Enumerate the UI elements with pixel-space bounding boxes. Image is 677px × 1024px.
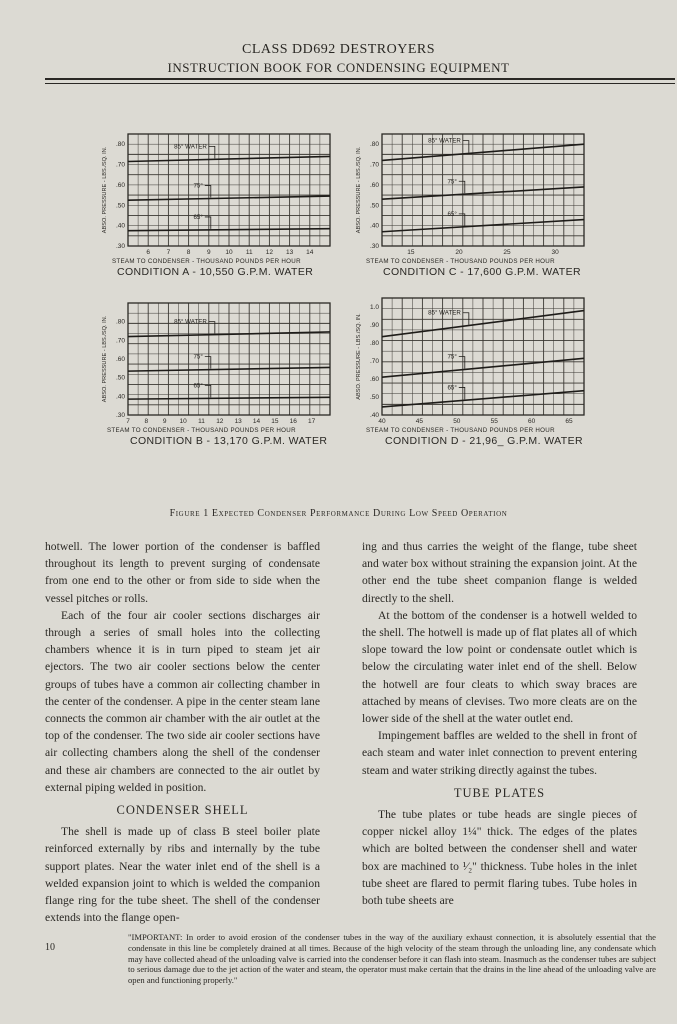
x-tick-label: 25 <box>503 249 511 256</box>
y-tick-label: .70 <box>369 358 379 365</box>
y-tick-label: .80 <box>115 318 125 326</box>
header-line-1: CLASS DD692 DESTROYERS <box>241 42 436 57</box>
y-tick-label: .70 <box>115 337 125 345</box>
left-paragraph-3: The shell is made up of class B steel boiler plate reinforced externally by ribs and internally by the tube support plates. Near the water inlet end of the shell is a welded expansion joint to which is welded the companion flange ring for the tube sheet. The shell of the condenser extends into the flange open- <box>45 825 320 925</box>
x-tick-label: 12 <box>265 249 274 256</box>
series-label: 65° <box>193 382 203 390</box>
header-rule-thin <box>45 83 675 84</box>
right-paragraph-2: At the bottom of the condenser is a hotwell welded to the shell. The hotwell is made up of flat plates all of which slope toward the low point or condensate outlet which is below the circulating water inlet end of the shell. Below the hotwell are four cleats to which sway braces are attached by means of clevises. Two more cleats are on the lower side of the shell at the water outlet end. <box>362 608 637 726</box>
y-tick-label: 1.0 <box>369 304 379 311</box>
y-tick-label: .90 <box>369 322 379 329</box>
x-tick-label: 8 <box>186 249 191 256</box>
left-paragraph-1: hotwell. The lower portion of the condenser is baffled throughout its length to prevent surging of condensate from one end to the other or from side to side when the vessel pitches or rolls. <box>45 540 320 605</box>
x-tick-label: 7 <box>166 249 171 256</box>
right-paragraph-4: The tube plates or tube heads are single pieces of copper nickel alloy 1¼" thick. The edges of the plates which are bolted between the condenser shell and water box are machined to ¹⁄₂" thickness. Tube holes in the inlet tube sheet are flared to permit flaring tubes. Tube holes in both tube sheets are <box>362 808 637 908</box>
figure-caption: Figure 1 Expected Condenser Performance During Low Speed Operation <box>169 508 508 519</box>
x-tick-label: 40 <box>378 418 386 425</box>
y-tick-label: .60 <box>369 181 379 189</box>
chart-condition-c <box>350 128 595 263</box>
x-tick-label: 65 <box>565 418 573 425</box>
y-tick-label: .40 <box>369 412 379 419</box>
x-tick-label: 10 <box>225 249 233 256</box>
chart-d-title: CONDITION D - 21,96_ G.P.M. WATER <box>385 435 583 447</box>
y-axis-label: ABSO. PRESSURE - LBS./SQ. IN. <box>102 315 108 403</box>
left-column <box>45 538 320 926</box>
series-label: 85° WATER <box>174 318 207 326</box>
series-label: 75° <box>193 353 203 361</box>
series-leader <box>459 387 465 399</box>
x-tick-label: 14 <box>306 249 314 256</box>
x-tick-label: 11 <box>198 418 205 425</box>
section-heading-tube-plates: TUBE PLATES <box>453 785 546 800</box>
x-tick-label: 9 <box>206 249 211 256</box>
y-tick-label: .80 <box>115 141 125 149</box>
y-tick-label: .60 <box>369 376 379 383</box>
y-tick-label: .50 <box>369 394 379 401</box>
y-tick-label: .80 <box>369 141 379 149</box>
series-leader <box>463 141 469 153</box>
y-tick-label: .70 <box>369 161 379 169</box>
chart-c-xlabel: STEAM TO CONDENSER - THOUSAND POUNDS PER HOUR <box>366 258 555 265</box>
chart-condition-a <box>96 128 341 263</box>
y-tick-label: .40 <box>115 393 125 401</box>
series-label: 85° WATER <box>428 309 461 317</box>
y-axis-label: ABSO. PRESSURE - LBS./SQ. IN. <box>356 313 362 400</box>
series-label: 65° <box>447 384 457 392</box>
y-axis-label: ABSO. PRESSURE - LBS./SQ. IN. <box>356 146 362 234</box>
important-footnote: "IMPORTANT: In order to avoid erosion of the condenser tubes in the way of the auxiliary exhaust connection, it is absolutely essential that the condensate in this line be completely drained at all times. Because of the high velocity of the steam through the unloading line, any condensate which may have collected ahead of the unloading valve is carried into the condenser before it can flash into steam. Inasmuch as the condenser tubes are subject to serious damage due to the jet action of the water and steam, the operator must make certain that the drains in the line ahead of the unloading valve are open and functioning properly." <box>128 932 656 986</box>
x-tick-label: 11 <box>245 249 253 256</box>
x-tick-label: 14 <box>252 418 261 425</box>
chart-a-title: CONDITION A - 10,550 G.P.M. WATER <box>117 266 314 278</box>
y-tick-label: .80 <box>369 340 379 347</box>
x-tick-label: 15 <box>271 418 279 425</box>
series-leader <box>205 186 211 198</box>
chart-d-svg <box>350 292 595 432</box>
chart-d-xlabel: STEAM TO CONDENSER - THOUSAND POUNDS PER HOUR <box>366 427 555 434</box>
y-tick-label: .60 <box>115 356 125 363</box>
x-tick-label: 13 <box>234 418 242 425</box>
series-label: 65° <box>193 213 203 221</box>
x-tick-label: 12 <box>216 418 224 425</box>
y-tick-label: .50 <box>115 374 125 382</box>
series-label: 75° <box>447 178 457 186</box>
y-tick-label: .50 <box>369 202 379 210</box>
x-tick-label: 8 <box>144 418 149 425</box>
x-tick-label: 7 <box>126 418 130 425</box>
x-tick-label: 17 <box>308 418 316 425</box>
series-label: 85° WATER <box>174 143 207 151</box>
x-tick-label: 30 <box>551 249 559 256</box>
chart-b-svg <box>96 297 341 432</box>
section-heading-condenser-shell: CONDENSER SHELL <box>116 803 249 818</box>
series-label: 85° WATER <box>428 137 461 145</box>
series-label: 65° <box>447 210 457 218</box>
series-leader <box>205 357 211 369</box>
x-tick-label: 55 <box>490 418 498 425</box>
series-leader <box>205 385 211 397</box>
right-paragraph-1: ing and thus carries the weight of the flange, tube sheet and water box without straining the expansion joint. At the other end the tube sheet companion flange is welded directly to the shell. <box>362 540 637 605</box>
chart-c-title: CONDITION C - 17,600 G.P.M. WATER <box>383 266 581 278</box>
y-tick-label: .40 <box>369 222 379 230</box>
chart-b-title: CONDITION B - 13,170 G.P.M. WATER <box>130 435 328 447</box>
x-tick-label: 9 <box>162 418 167 425</box>
chart-b-xlabel: STEAM TO CONDENSER - THOUSAND POUNDS PER HOUR <box>107 427 296 434</box>
y-tick-label: .30 <box>115 243 125 250</box>
series-leader <box>463 313 469 325</box>
y-tick-label: .30 <box>369 243 379 250</box>
x-tick-label: 45 <box>415 418 424 425</box>
series-label: 75° <box>447 353 457 361</box>
right-paragraph-3: Impingement baffles are welded to the shell in front of each steam and water inlet connection to prevent entering steam and water striking directly against the tubes. <box>362 729 637 777</box>
x-tick-label: 50 <box>453 418 461 425</box>
right-column <box>362 538 637 909</box>
y-axis-label: ABSO. PRESSURE - LBS./SQ. IN. <box>102 146 108 234</box>
chart-condition-d <box>350 292 595 432</box>
chart-c-svg <box>350 128 595 263</box>
header-line-2: INSTRUCTION BOOK FOR CONDENSING EQUIPMENT <box>167 60 510 75</box>
left-paragraph-2: Each of the four air cooler sections discharges air through a series of small holes into the collecting chambers whence it is in turn piped to steam jet air ejectors. The two air cooler sections below the center groups of tubes have a common air collecting chamber in the center of the condenser. A pipe in the center steam lane connects the common air chamber with the air outlet at the top of the condenser. The two side air cooler sections have air collecting chambers along the shell of the condenser and these air chambers are connected to the air outlet by external piping welded in position. <box>45 608 320 794</box>
chart-a-svg <box>96 128 341 263</box>
chart-a-xlabel: STEAM TO CONDENSER - THOUSAND POUNDS PER HOUR <box>112 258 301 265</box>
y-tick-label: .30 <box>115 412 125 419</box>
series-leader <box>459 181 465 193</box>
header-rule <box>45 78 675 80</box>
x-tick-label: 10 <box>179 418 187 425</box>
series-label: 75° <box>193 182 203 190</box>
x-tick-label: 16 <box>289 418 297 425</box>
y-tick-label: .60 <box>115 181 125 189</box>
y-tick-label: .40 <box>115 222 125 230</box>
x-tick-label: 15 <box>407 249 415 256</box>
page-number: 10 <box>45 942 55 953</box>
series-leader <box>459 357 465 369</box>
x-tick-label: 6 <box>146 249 151 256</box>
series-leader <box>205 217 211 229</box>
x-tick-label: 13 <box>285 249 294 256</box>
series-leader <box>209 146 215 158</box>
y-tick-label: .50 <box>115 202 125 210</box>
x-tick-label: 60 <box>528 418 536 425</box>
x-tick-label: 20 <box>455 249 463 256</box>
chart-condition-b <box>96 297 341 432</box>
y-tick-label: .70 <box>115 161 125 169</box>
